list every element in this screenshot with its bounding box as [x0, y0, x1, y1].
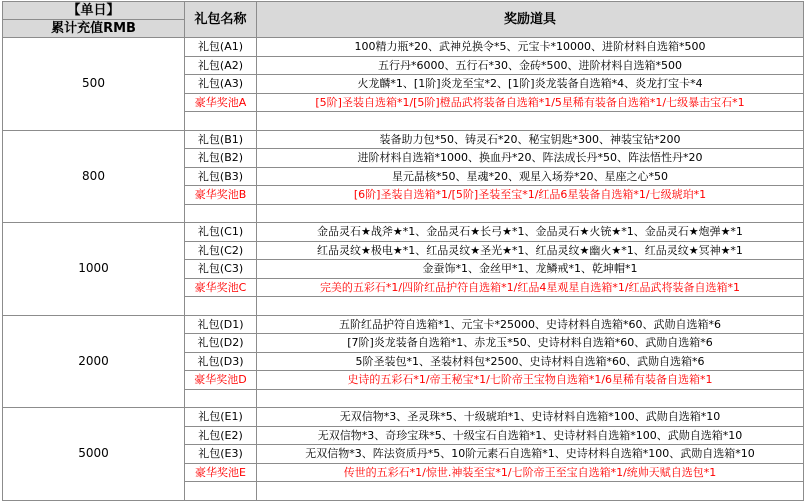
- tier-amount: 5000: [3, 408, 185, 501]
- package-name: 礼包(C1): [185, 223, 257, 242]
- table-row: [3, 223, 804, 242]
- spacer-cell: [185, 389, 257, 408]
- luxury-pool-name: 豪华奖池B: [185, 186, 257, 205]
- header-rewards: 奖励道具: [257, 2, 804, 38]
- package-name: 礼包(C2): [185, 241, 257, 260]
- spacer-cell: [257, 204, 804, 223]
- package-rewards: 无双信物*3、圣灵珠*5、十级琥珀*1、史诗材料自选箱*100、武勋自选箱*10: [257, 408, 804, 427]
- header-cumulative: 累计充值RMB: [3, 20, 185, 38]
- table-row: [3, 38, 804, 57]
- package-rewards: 金蚕饰*1、金丝甲*1、龙鳞戒*1、乾坤帽*1: [257, 260, 804, 279]
- package-rewards: 火龙麟*1、[1阶]炎龙至宝*2、[1阶]炎龙装备自选箱*4、炎龙打宝卡*4: [257, 75, 804, 94]
- package-name: 礼包(D3): [185, 352, 257, 371]
- spacer-cell: [185, 204, 257, 223]
- luxury-pool-name: 豪华奖池A: [185, 93, 257, 112]
- package-rewards: 金品灵石★战斧★*1、金品灵石★长弓★*1、金品灵石★火铳★*1、金品灵石★炮弹★*1: [257, 223, 804, 242]
- package-name: 礼包(E2): [185, 426, 257, 445]
- package-rewards: 星元晶核*50、星魂*20、观星入场券*20、星座之心*50: [257, 167, 804, 186]
- package-name: 礼包(B1): [185, 130, 257, 149]
- luxury-pool-name: 豪华奖池C: [185, 278, 257, 297]
- package-name: 礼包(E3): [185, 445, 257, 464]
- spacer-cell: [185, 297, 257, 316]
- spacer-cell: [185, 112, 257, 131]
- header-package-name: 礼包名称: [185, 2, 257, 38]
- spacer-cell: [185, 482, 257, 501]
- package-rewards: 进阶材料自选箱*1000、换血丹*20、阵法成长丹*50、阵法悟性丹*20: [257, 149, 804, 168]
- package-rewards: [7阶]炎龙装备自选箱*1、赤龙玉*50、史诗材料自选箱*60、武勋自选箱*6: [257, 334, 804, 353]
- luxury-pool-rewards: 史诗的五彩石*1/帝王秘宝*1/七阶帝王宝物自选箱*1/6星稀有装备自选箱*1: [257, 371, 804, 390]
- package-rewards: 100精力瓶*20、武神兑换令*5、元宝卡*10000、进阶材料自选箱*500: [257, 38, 804, 57]
- package-rewards: 无双信物*3、奇珍宝珠*5、十级宝石自选箱*1、史诗材料自选箱*100、武勋自选箱*10: [257, 426, 804, 445]
- header-period: 【单日】: [3, 2, 185, 20]
- spacer-cell: [257, 482, 804, 501]
- spacer-cell: [257, 389, 804, 408]
- package-rewards: 5阶圣装包*1、圣装材料包*2500、史诗材料自选箱*60、武勋自选箱*6: [257, 352, 804, 371]
- package-rewards: 装备助力包*50、铸灵石*20、秘宝钥匙*300、神装宝钻*200: [257, 130, 804, 149]
- rewards-table-body: [3, 2, 804, 501]
- tier-amount: 500: [3, 38, 185, 131]
- package-rewards: 五行丹*6000、五行石*30、金砖*500、进阶材料自选箱*500: [257, 56, 804, 75]
- luxury-pool-name: 豪华奖池D: [185, 371, 257, 390]
- header-row-top: [3, 2, 804, 20]
- package-name: 礼包(B3): [185, 167, 257, 186]
- luxury-pool-rewards: [5阶]圣装自选箱*1/[5阶]橙品武将装备自选箱*1/5星稀有装备自选箱*1/七级暴击宝石*1: [257, 93, 804, 112]
- luxury-pool-rewards: 传世的五彩石*1/惊世.神装至宝*1/七阶帝王至宝自选箱*1/统帅天赋自选包*1: [257, 463, 804, 482]
- package-rewards: 五阶红品护符自选箱*1、元宝卡*25000、史诗材料自选箱*60、武勋自选箱*6: [257, 315, 804, 334]
- tier-amount: 800: [3, 130, 185, 223]
- luxury-pool-name: 豪华奖池E: [185, 463, 257, 482]
- tier-amount: 1000: [3, 223, 185, 316]
- package-name: 礼包(D1): [185, 315, 257, 334]
- rewards-table: [2, 1, 804, 501]
- table-row: [3, 408, 804, 427]
- package-rewards: 红品灵纹★极电★*1、红品灵纹★圣光★*1、红品灵纹★幽火★*1、红品灵纹★冥神★*1: [257, 241, 804, 260]
- package-name: 礼包(A1): [185, 38, 257, 57]
- package-name: 礼包(E1): [185, 408, 257, 427]
- package-name: 礼包(A2): [185, 56, 257, 75]
- luxury-pool-rewards: [6阶]圣装自选箱*1/[5阶]圣装至宝*1/红品6星装备自选箱*1/七级琥珀*1: [257, 186, 804, 205]
- tier-amount: 2000: [3, 315, 185, 408]
- package-name: 礼包(D2): [185, 334, 257, 353]
- table-row: [3, 130, 804, 149]
- package-rewards: 无双信物*3、阵法资质丹*5、10阶元素石自选箱*1、史诗材料自选箱*100、武勋自选箱*10: [257, 445, 804, 464]
- package-name: 礼包(A3): [185, 75, 257, 94]
- package-name: 礼包(B2): [185, 149, 257, 168]
- spacer-cell: [257, 297, 804, 316]
- table-row: [3, 315, 804, 334]
- spacer-cell: [257, 112, 804, 131]
- package-name: 礼包(C3): [185, 260, 257, 279]
- luxury-pool-rewards: 完美的五彩石*1/四阶红品护符自选箱*1/红品4星观星自选箱*1/红品武将装备自选箱*1: [257, 278, 804, 297]
